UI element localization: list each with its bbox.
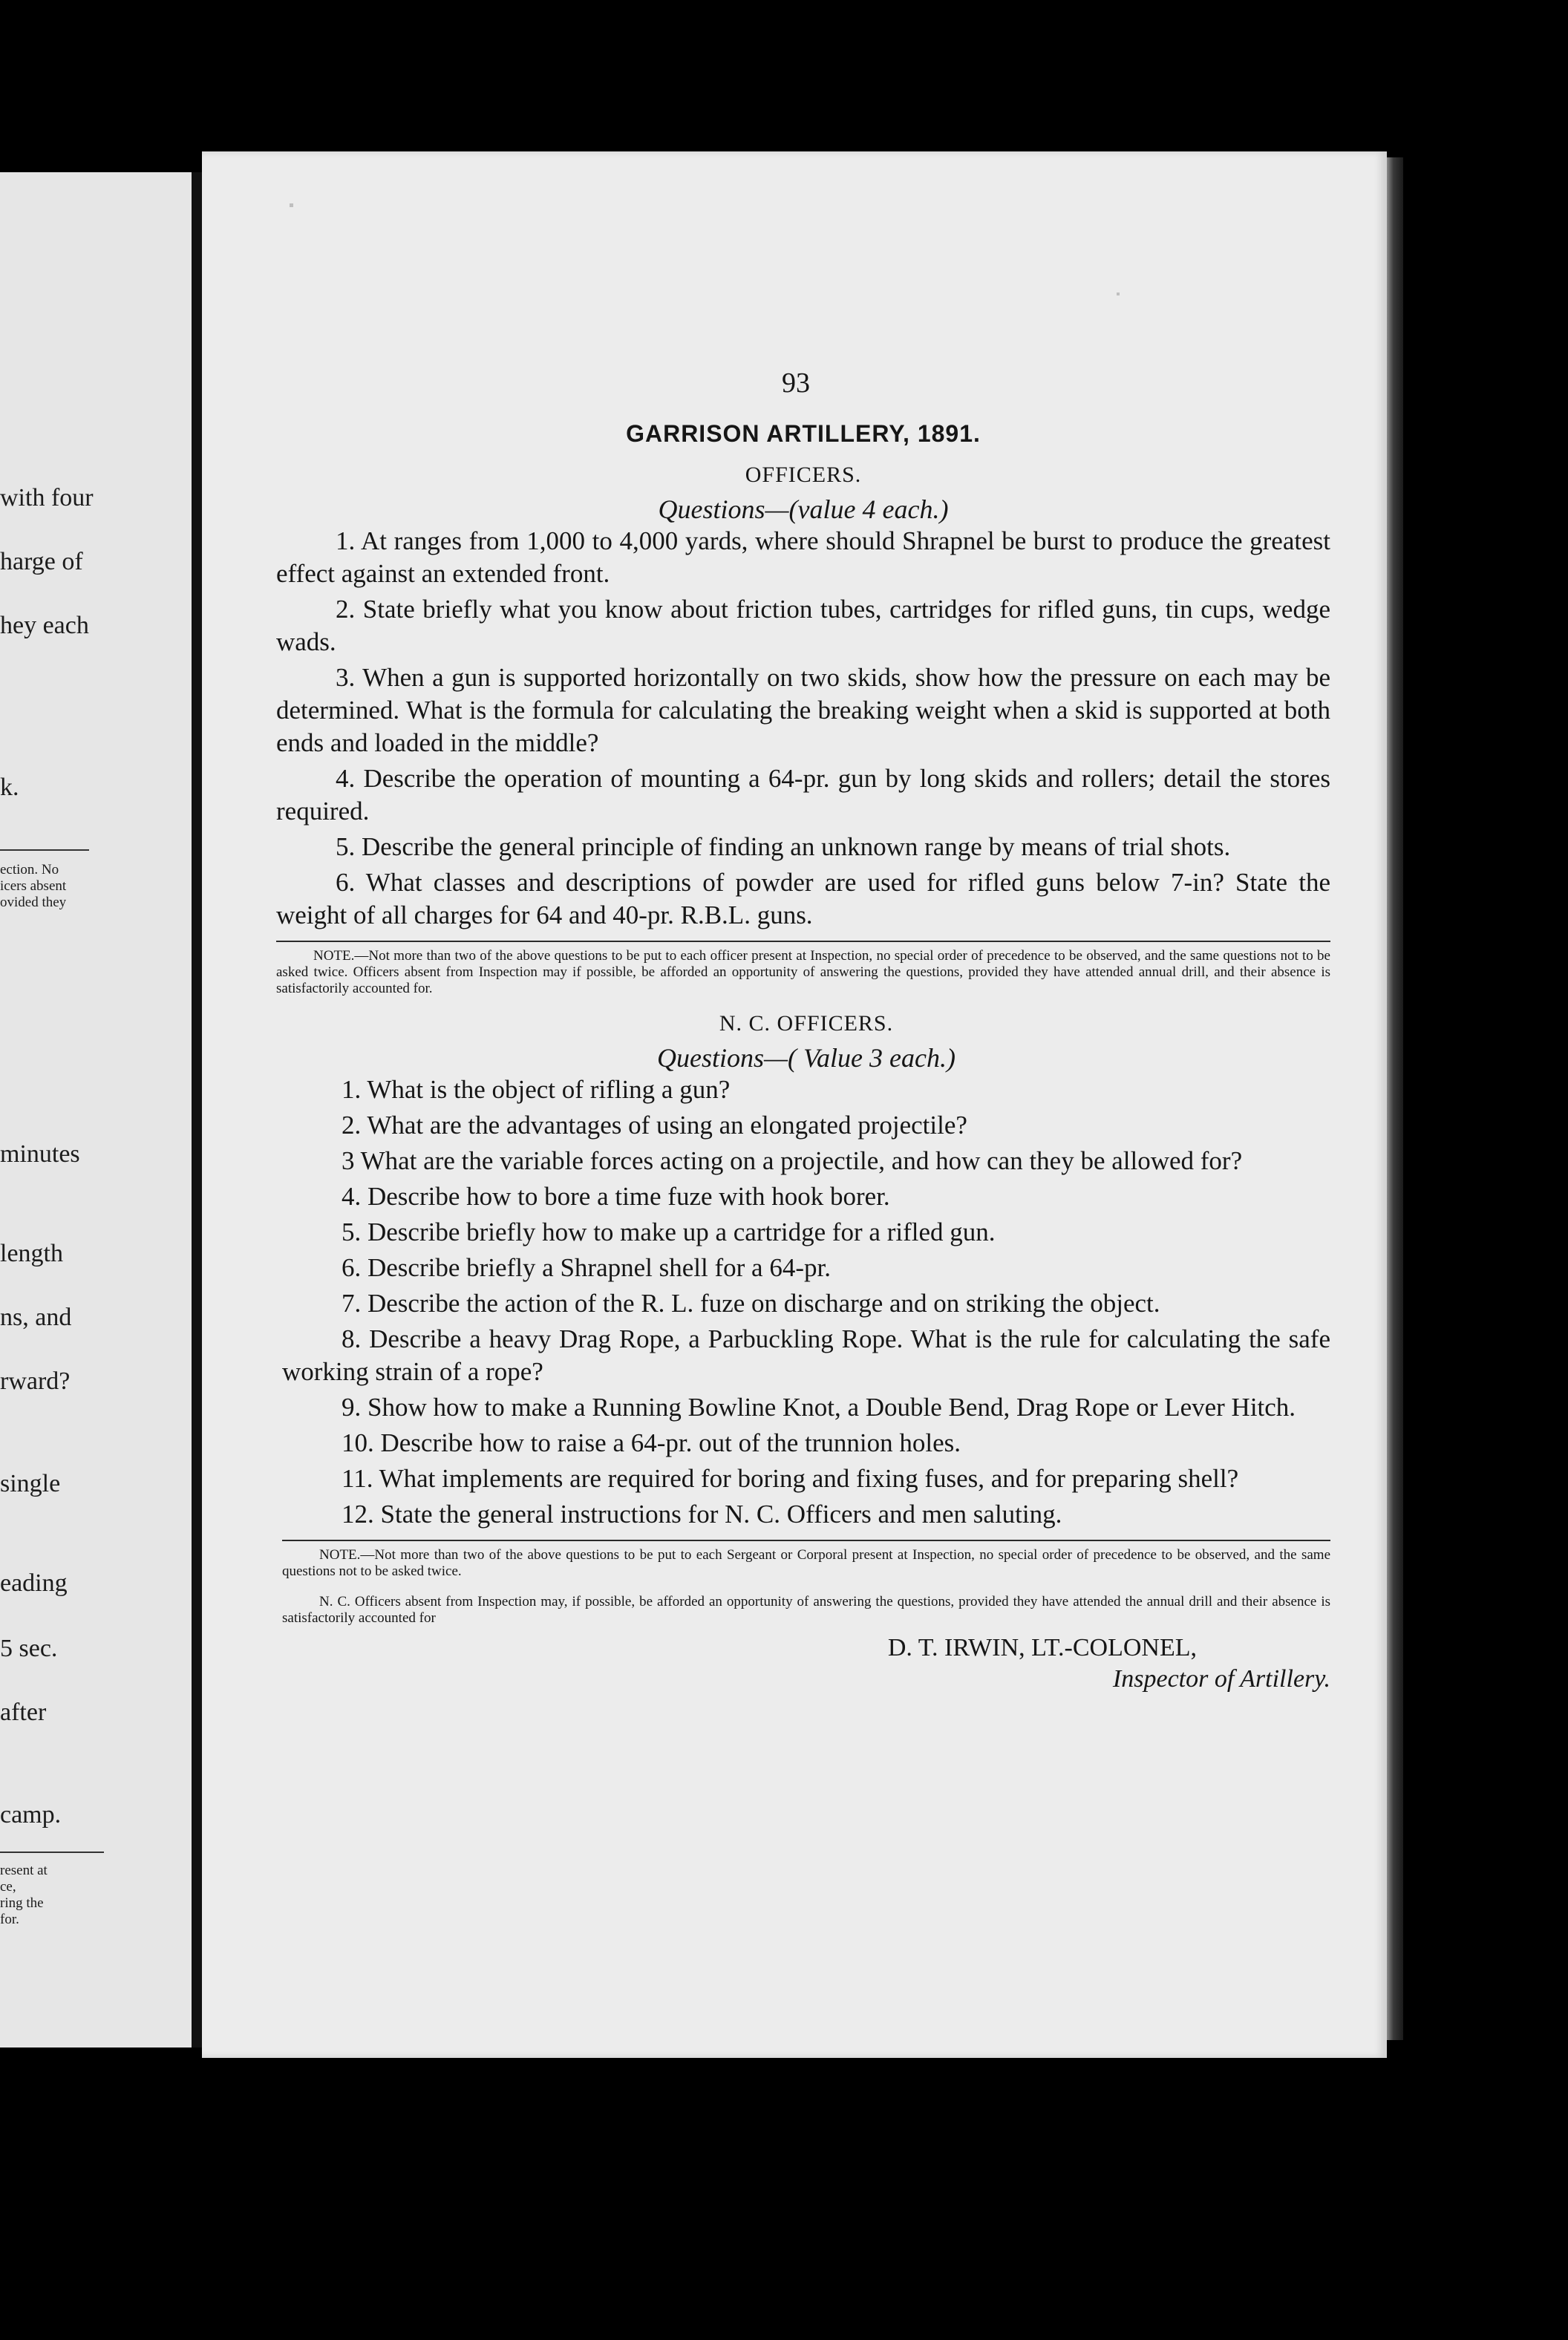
left-fragment: harge of bbox=[0, 548, 83, 575]
question-item: 10. Describe how to raise a 64-pr. out of the trunnion holes. bbox=[342, 1428, 961, 1457]
left-fragment: eading bbox=[0, 1569, 68, 1597]
left-note-fragment: ection. No bbox=[0, 862, 59, 878]
nco-note: NOTE.—Not more than two of the above questions to be put to each Sergeant or Corporal present at Inspection, no special order of precedence to be observed, and the same questions not to be asked twice. bbox=[282, 1540, 1330, 1580]
left-fragment: 5 sec. bbox=[0, 1635, 58, 1662]
left-fragment: hey each bbox=[0, 612, 89, 639]
page-number: 93 bbox=[782, 367, 810, 399]
questions-label: Questions—( Value 3 each.) bbox=[657, 1043, 956, 1073]
question-item: 4. Describe the operation of mounting a 64-pr. gun by long skids and rollers; detail the stores required. bbox=[276, 764, 1330, 826]
left-fragment: ns, and bbox=[0, 1304, 72, 1331]
book-gutter bbox=[192, 172, 202, 2048]
paper-speck bbox=[290, 203, 293, 207]
page-heading: GARRISON ARTILLERY, 1891. bbox=[626, 420, 981, 447]
question-item: 11. What implements are required for boring and fixing fuses, and for preparing shell? bbox=[342, 1464, 1239, 1493]
left-note-fragment: ce, bbox=[0, 1879, 16, 1895]
question-item: 2. What are the advantages of using an elongated projectile? bbox=[342, 1111, 967, 1140]
question-item: 5. Describe the general principle of finding an unknown range by means of trial shots. bbox=[336, 832, 1231, 861]
question-item: 6. What classes and descriptions of powder are used for rifled guns below 7-in? State the weight of all charges for 64 and 40-pr. R.B.L. guns. bbox=[276, 868, 1330, 929]
officers-section bbox=[276, 463, 1330, 997]
question-item: 5. Describe briefly how to make up a cartridge for a rifled gun. bbox=[342, 1218, 996, 1246]
left-fragment: with four bbox=[0, 484, 94, 512]
left-rule bbox=[0, 1852, 104, 1853]
left-note-fragment: icers absent bbox=[0, 878, 67, 894]
page-content bbox=[276, 367, 1330, 1693]
left-fragment: length bbox=[0, 1240, 63, 1267]
question-item: 3 What are the variable forces acting on a projectile, and how can they be allowed for? bbox=[342, 1146, 1243, 1175]
left-note-fragment: ovided they bbox=[0, 895, 67, 910]
left-fragment: camp. bbox=[0, 1801, 62, 1828]
left-fragment: single bbox=[0, 1470, 61, 1497]
officers-note: NOTE.—Not more than two of the above questions to be put to each officer present at Inspection, no special order of precedence to be observed, and the same questions not to be asked twice. Officers absent from Inspection may if possible, be afforded an opportunity of answering the questions, provided they have attended annual drill, and their absence is satisfactorily accounted for. bbox=[276, 941, 1330, 997]
paper-speck bbox=[1117, 292, 1120, 295]
question-item: 2. State briefly what you know about friction tubes, cartridges for rifled guns, tin cups, wedge wads. bbox=[276, 595, 1330, 656]
question-item: 1. What is the object of rifling a gun? bbox=[342, 1075, 731, 1104]
left-rule bbox=[0, 849, 89, 851]
left-fragment: after bbox=[0, 1699, 47, 1726]
nco-section bbox=[282, 1011, 1330, 1627]
question-item: 6. Describe briefly a Shrapnel shell for a 64-pr. bbox=[342, 1253, 831, 1282]
previous-page-fragment bbox=[0, 172, 194, 2048]
question-item: 8. Describe a heavy Drag Rope, a Parbuckling Rope. What is the rule for calculating the safe working strain of a rope? bbox=[282, 1324, 1330, 1386]
page-edge bbox=[1387, 157, 1403, 2040]
left-fragment: minutes bbox=[0, 1140, 80, 1168]
question-item: 1. At ranges from 1,000 to 4,000 yards, where should Shrapnel be burst to produce the greatest effect against an extended front. bbox=[276, 526, 1330, 588]
signature-name bbox=[276, 1634, 1330, 1662]
signatory-title: Inspector of Artillery. bbox=[1112, 1665, 1330, 1693]
left-fragment: rward? bbox=[0, 1367, 71, 1395]
question-item: 3. When a gun is supported horizontally on two skids, show how the pressure on each may be determined. What is the formula for calculating the breaking weight when a skid is supported at both ends and loaded in the middle? bbox=[276, 663, 1330, 757]
left-note-fragment: for. bbox=[0, 1912, 19, 1927]
question-item: 12. State the general instructions for N. C. Officers and men saluting. bbox=[342, 1500, 1062, 1529]
left-fragment: k. bbox=[0, 774, 19, 801]
section-title: N. C. OFFICERS. bbox=[719, 1011, 894, 1036]
signatory-name: D. T. IRWIN, LT.-COLONEL, bbox=[887, 1634, 1197, 1661]
book-page bbox=[202, 151, 1387, 2058]
question-item: 4. Describe how to bore a time fuze with hook borer. bbox=[342, 1182, 890, 1211]
left-note-fragment: resent at bbox=[0, 1863, 48, 1878]
section-title: OFFICERS. bbox=[745, 463, 862, 487]
nco-note-continued: N. C. Officers absent from Inspection may, if possible, be afforded an opportunity of answering the questions, provided they have attended the annual drill and their absence is satisfactorily accounted for bbox=[282, 1594, 1330, 1626]
questions-label: Questions—(value 4 each.) bbox=[658, 494, 949, 524]
question-item: 9. Show how to make a Running Bowline Knot, a Double Bend, Drag Rope or Lever Hitch. bbox=[342, 1393, 1296, 1422]
left-note-fragment: ring the bbox=[0, 1895, 44, 1911]
question-item: 7. Describe the action of the R. L. fuze on discharge and on striking the object. bbox=[342, 1289, 1160, 1318]
